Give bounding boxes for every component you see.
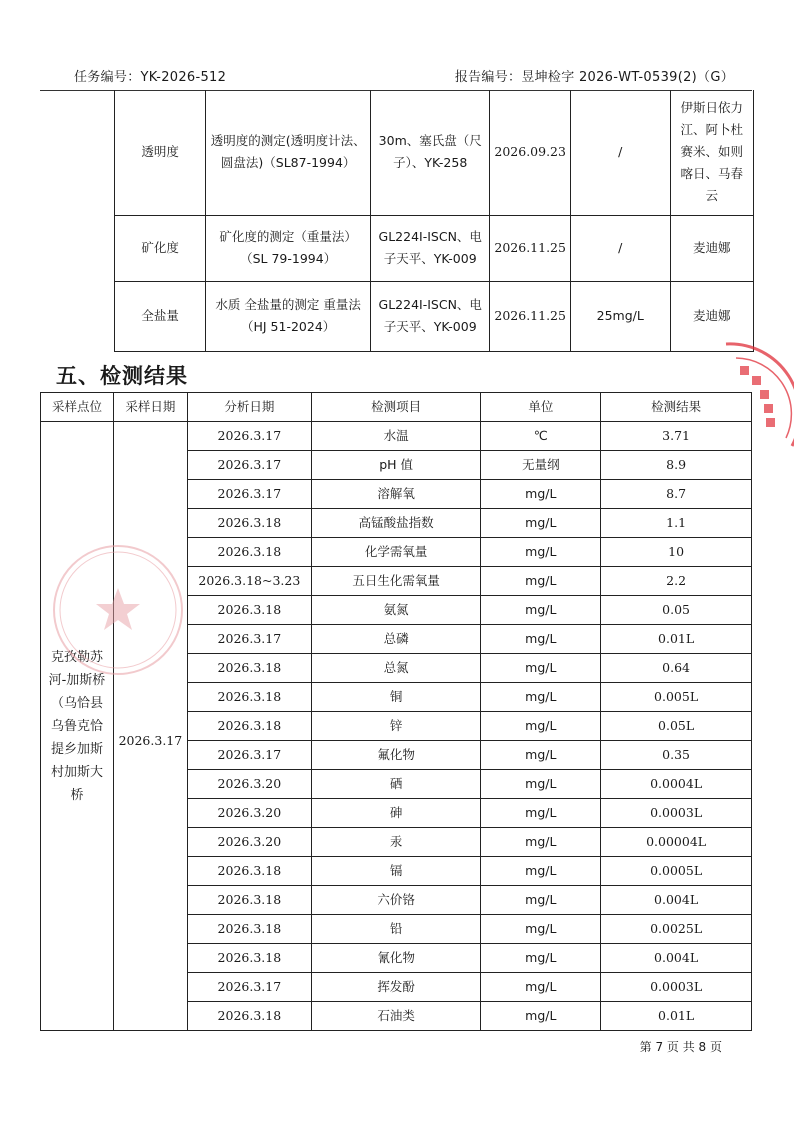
results-header-row [41, 393, 752, 422]
test-result: 10 [601, 538, 752, 567]
test-result: 0.0025L [601, 915, 752, 944]
analysis-date: 2026.3.20 [187, 799, 311, 828]
unit: mg/L [481, 944, 601, 973]
results-header-cell: 单位 [481, 393, 601, 422]
analysis-date: 2026.3.20 [187, 828, 311, 857]
unit: mg/L [481, 770, 601, 799]
test-item: 总氮 [311, 654, 481, 683]
test-result: 8.9 [601, 451, 752, 480]
test-item: 镉 [311, 857, 481, 886]
results-table [40, 392, 752, 1031]
unit: mg/L [481, 828, 601, 857]
table-row [41, 422, 752, 451]
test-item: 六价铬 [311, 886, 481, 915]
test-result: 0.0005L [601, 857, 752, 886]
analysis-date: 2026.3.18 [187, 915, 311, 944]
sampling-date: 2026.3.17 [113, 422, 187, 1031]
unit: mg/L [481, 509, 601, 538]
method-row [115, 215, 754, 281]
test-item: 锌 [311, 712, 481, 741]
test-result: 1.1 [601, 509, 752, 538]
unit: mg/L [481, 886, 601, 915]
test-result: 0.05L [601, 712, 752, 741]
method-standard: 矿化度的测定（重量法）（SL 79-1994） [206, 215, 371, 281]
test-item: 氰化物 [311, 944, 481, 973]
method-analyst: 麦迪娜 [670, 215, 754, 281]
analysis-date: 2026.3.18 [187, 596, 311, 625]
test-item: 水温 [311, 422, 481, 451]
unit: mg/L [481, 915, 601, 944]
method-equipment: 30m、塞氏盘（尺子）、YK-258 [371, 90, 490, 215]
unit: mg/L [481, 480, 601, 509]
analysis-date: 2026.3.17 [187, 451, 311, 480]
method-standard: 水质 全盐量的测定 重量法（HJ 51-2024） [206, 281, 371, 351]
test-item: 汞 [311, 828, 481, 857]
unit: mg/L [481, 596, 601, 625]
method-limit: 25mg/L [570, 281, 670, 351]
unit: mg/L [481, 857, 601, 886]
unit: mg/L [481, 799, 601, 828]
method-row [115, 281, 754, 351]
unit: mg/L [481, 712, 601, 741]
report-number: 报告编号：昱坤检字 2026-WT-0539(2)（G） [454, 70, 734, 85]
section-title: 五、检测结果 [56, 364, 188, 388]
test-item: 氨氮 [311, 596, 481, 625]
analysis-date: 2026.3.18~3.23 [187, 567, 311, 596]
results-header-cell: 采样日期 [113, 393, 187, 422]
method-limit: / [570, 215, 670, 281]
test-result: 8.7 [601, 480, 752, 509]
results-header-cell: 采样点位 [41, 393, 114, 422]
test-result: 0.05 [601, 596, 752, 625]
unit: mg/L [481, 683, 601, 712]
unit: mg/L [481, 625, 601, 654]
test-item: 铅 [311, 915, 481, 944]
task-number: 任务编号：YK-2026-512 [74, 70, 227, 85]
results-header-cell: 检测结果 [601, 393, 752, 422]
unit: ℃ [481, 422, 601, 451]
method-item: 透明度 [115, 90, 206, 215]
analysis-date: 2026.3.18 [187, 538, 311, 567]
test-result: 0.004L [601, 944, 752, 973]
results-header-cell: 分析日期 [187, 393, 311, 422]
test-result: 0.64 [601, 654, 752, 683]
test-item: 高锰酸盐指数 [311, 509, 481, 538]
analysis-date: 2026.3.17 [187, 480, 311, 509]
test-result: 0.005L [601, 683, 752, 712]
analysis-date: 2026.3.17 [187, 422, 311, 451]
method-analyst: 麦迪娜 [670, 281, 754, 351]
sampling-site: 克孜勒苏河-加斯桥（乌恰县乌鲁克恰提乡加斯村加斯大桥 [41, 422, 114, 1031]
analysis-date: 2026.3.18 [187, 886, 311, 915]
test-item: 总磷 [311, 625, 481, 654]
unit: mg/L [481, 654, 601, 683]
test-item: 化学需氧量 [311, 538, 481, 567]
unit: 无量纲 [481, 451, 601, 480]
test-result: 0.0003L [601, 973, 752, 1002]
analysis-date: 2026.3.18 [187, 509, 311, 538]
test-item: pH 值 [311, 451, 481, 480]
test-item: 氟化物 [311, 741, 481, 770]
analysis-date: 2026.3.18 [187, 944, 311, 973]
method-table [114, 90, 754, 352]
method-item: 全盐量 [115, 281, 206, 351]
analysis-date: 2026.3.18 [187, 654, 311, 683]
analysis-date: 2026.3.17 [187, 741, 311, 770]
method-date: 2026.09.23 [490, 90, 571, 215]
method-limit: / [570, 90, 670, 215]
test-result: 2.2 [601, 567, 752, 596]
test-item: 溶解氧 [311, 480, 481, 509]
unit: mg/L [481, 567, 601, 596]
test-result: 0.35 [601, 741, 752, 770]
method-standard: 透明度的测定(透明度计法、圆盘法)（SL87-1994） [206, 90, 371, 215]
analysis-date: 2026.3.18 [187, 857, 311, 886]
test-result: 0.00004L [601, 828, 752, 857]
test-result: 0.01L [601, 625, 752, 654]
unit: mg/L [481, 538, 601, 567]
test-result: 0.004L [601, 886, 752, 915]
analysis-date: 2026.3.20 [187, 770, 311, 799]
method-analyst: 伊斯日依力江、阿卜杜赛米、如则喀日、马春云 [670, 90, 754, 215]
method-item: 矿化度 [115, 215, 206, 281]
test-result: 3.71 [601, 422, 752, 451]
page-number: 第 7 页 共 8 页 [639, 1040, 722, 1054]
method-equipment: GL224I-ISCN、电子天平、YK-009 [371, 281, 490, 351]
analysis-date: 2026.3.17 [187, 625, 311, 654]
test-item: 硒 [311, 770, 481, 799]
unit: mg/L [481, 741, 601, 770]
method-date: 2026.11.25 [490, 215, 571, 281]
results-header-cell: 检测项目 [311, 393, 481, 422]
test-result: 0.01L [601, 1002, 752, 1031]
method-equipment: GL224I-ISCN、电子天平、YK-009 [371, 215, 490, 281]
analysis-date: 2026.3.18 [187, 712, 311, 741]
method-row [115, 90, 754, 215]
method-date: 2026.11.25 [490, 281, 571, 351]
analysis-date: 2026.3.17 [187, 973, 311, 1002]
test-result: 0.0003L [601, 799, 752, 828]
unit: mg/L [481, 973, 601, 1002]
test-item: 铜 [311, 683, 481, 712]
analysis-date: 2026.3.18 [187, 683, 311, 712]
test-item: 五日生化需氧量 [311, 567, 481, 596]
test-item: 挥发酚 [311, 973, 481, 1002]
analysis-date: 2026.3.18 [187, 1002, 311, 1031]
test-item: 砷 [311, 799, 481, 828]
test-result: 0.0004L [601, 770, 752, 799]
unit: mg/L [481, 1002, 601, 1031]
test-item: 石油类 [311, 1002, 481, 1031]
